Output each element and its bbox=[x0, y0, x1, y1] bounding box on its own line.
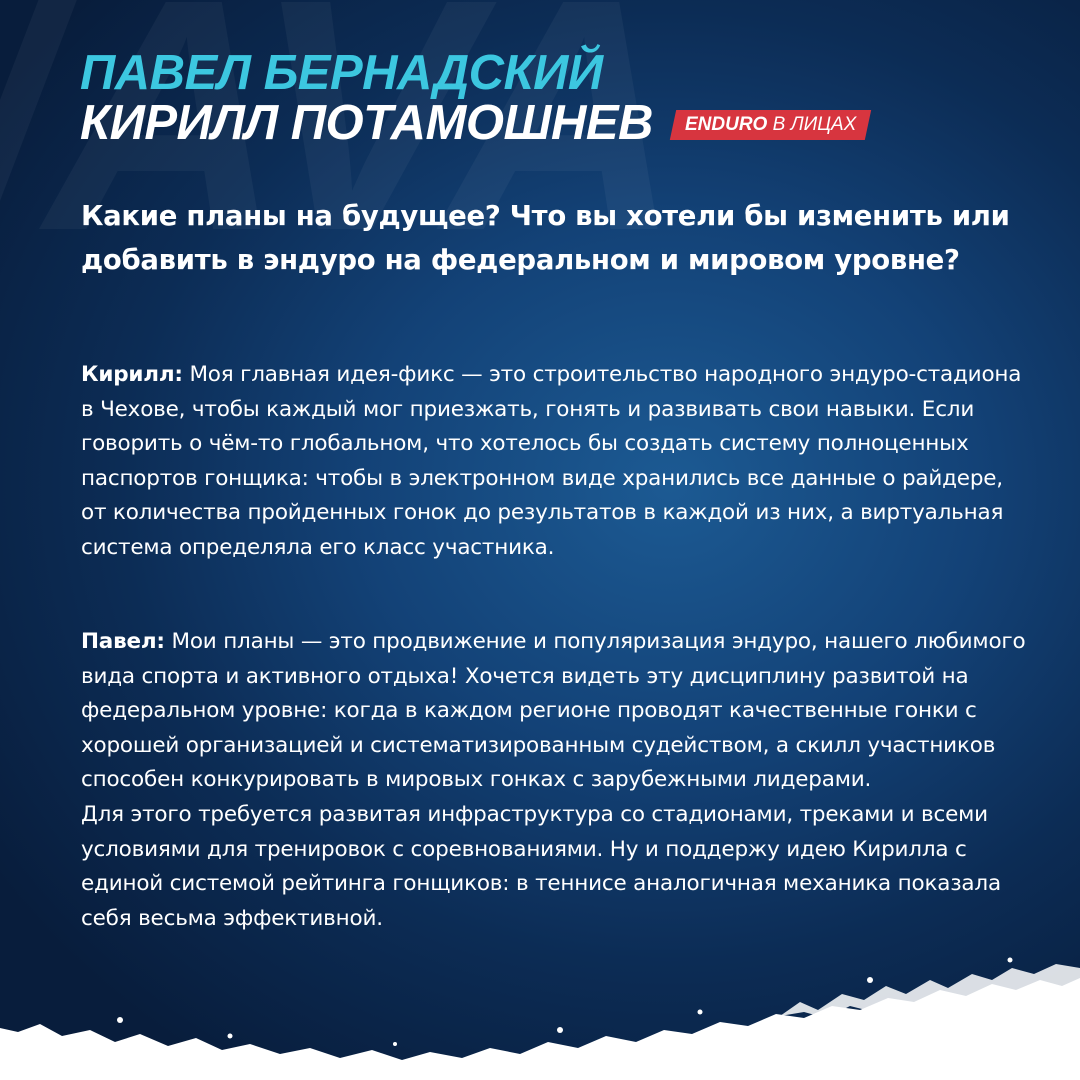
person-name-pavel: ПАВЕЛ БЕРНАДСКИЙ bbox=[80, 46, 603, 100]
answer-text: Мои планы — это продвижение и популяризация эндуро, нашего любимого вида спорта и активного отдыха! Хочется видеть эту дисциплину развитой на федеральном уровне: когда в каждом регионе проводят качественные гонки с хорошей организацией и систематизированным судейством, а скилл участников способен конкурировать в мировых гонках с зарубежными лидерами. bbox=[81, 629, 1026, 793]
answer-kirill bbox=[81, 358, 1026, 566]
title-row-2 bbox=[80, 96, 868, 150]
answer-text-continued: Для этого требуется развитая инфраструктура со стадионами, треками и всеми условиями для тренировок с соревнованиями. Ну и поддержу идею Кирилла с единой системой рейтинга гонщиков: в теннисе аналогичная механика показала себя весьма эффективной. bbox=[81, 801, 1001, 931]
answer-pavel bbox=[81, 625, 1026, 936]
paint-splash-decoration bbox=[0, 950, 1080, 1080]
person-name-kirill: КИРИЛЛ ПОТАМОШНЕВ bbox=[80, 96, 653, 150]
speaker-label: Павел: bbox=[81, 629, 165, 654]
interview-question: Какие планы на будущее? Что вы хотели бы изменить или добавить в эндуро на федеральном и мировом уровне? bbox=[81, 200, 1010, 276]
badge-subtitle: В ЛИЦАХ bbox=[772, 114, 857, 135]
badge-brand: ENDURO bbox=[684, 114, 768, 135]
answer-text: Моя главная идея-фикс — это строительство народного эндуро-стадиона в Чехове, чтобы каждый мог приезжать, гонять и развивать свои навыки. Если говорить о чём-то глобальном, что хотелось бы создать систему полноценных паспортов гонщика: чтобы в электронном виде хранились все данные о райдере, от количества пройденных гонок до результатов в каждой из них, а виртуальная система определяла его класс участника. bbox=[81, 362, 1022, 560]
title-block bbox=[80, 46, 868, 150]
speaker-label: Кирилл: bbox=[81, 362, 183, 387]
series-badge bbox=[670, 110, 872, 140]
